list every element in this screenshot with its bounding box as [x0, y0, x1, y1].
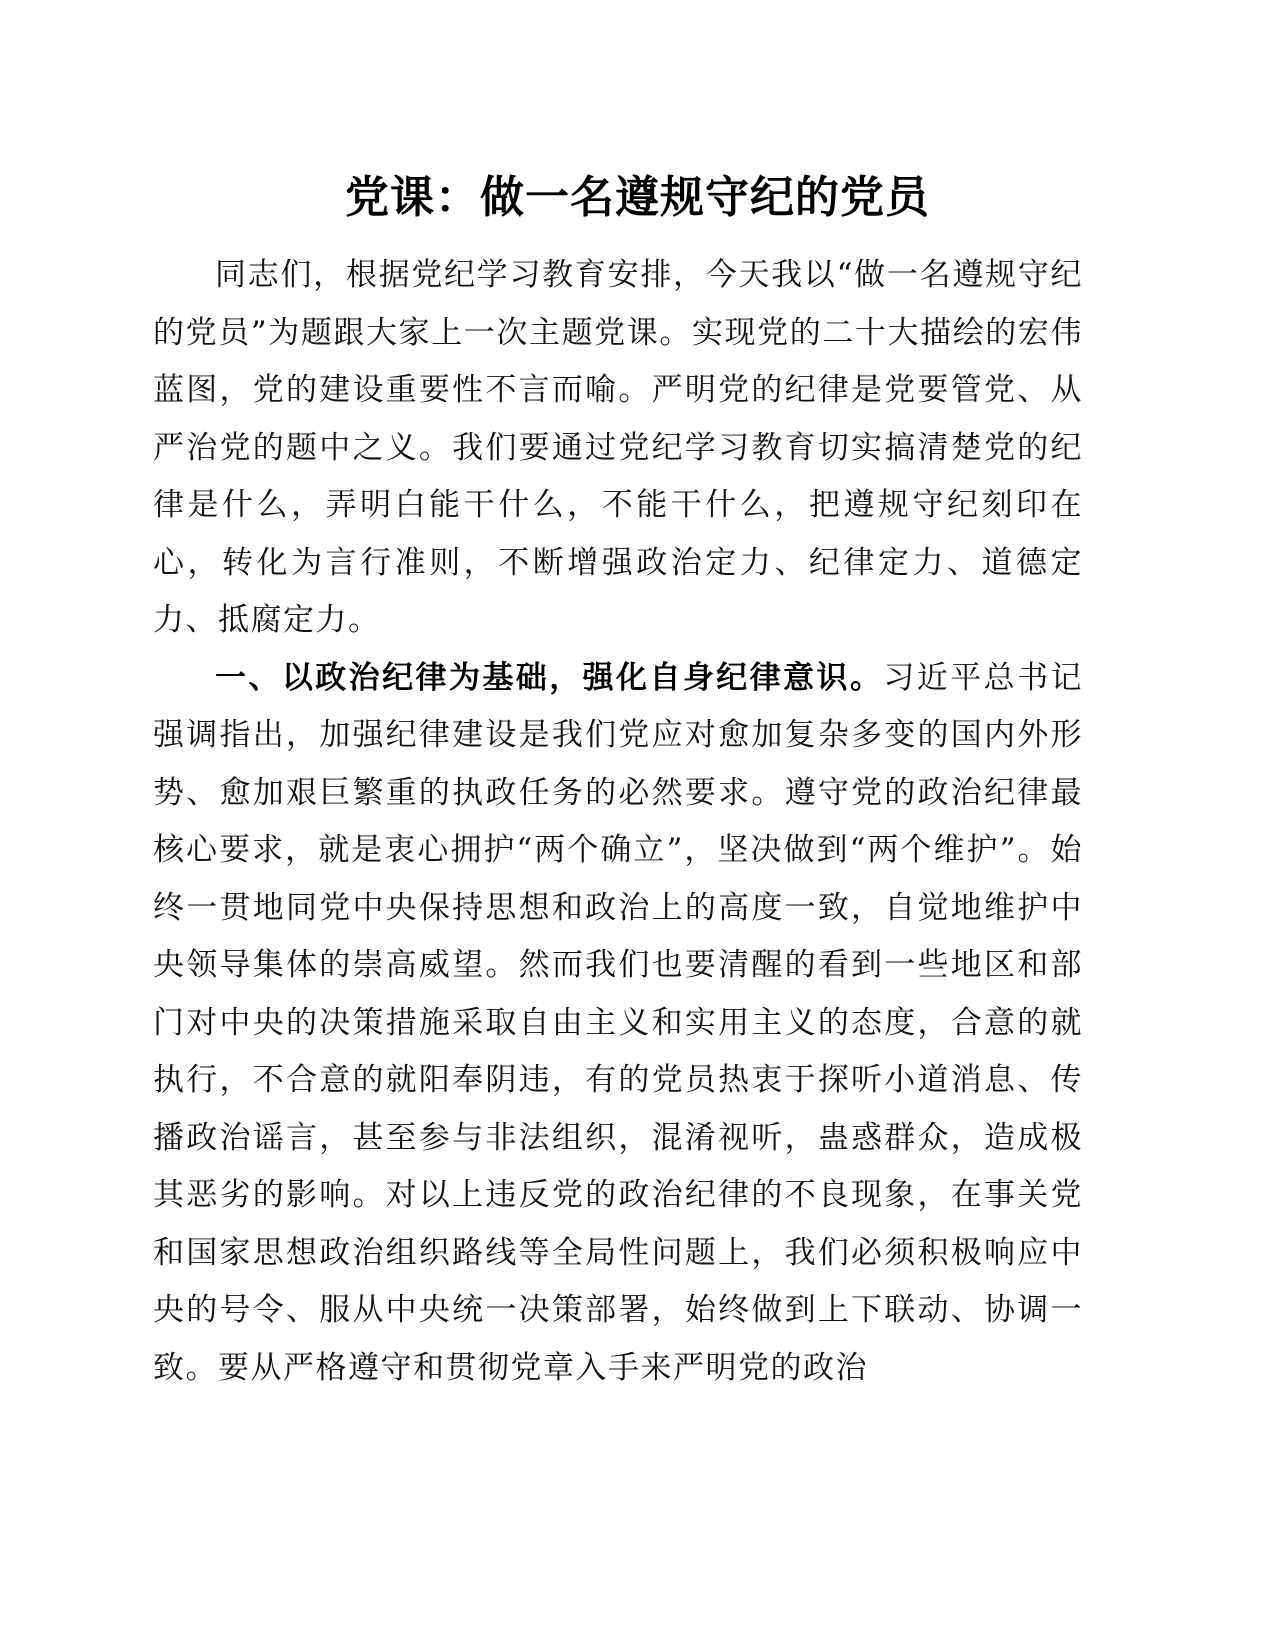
- paragraph-section-one: [153, 650, 1083, 1398]
- document-title: 党课：做一名遵规守纪的党员: [345, 172, 930, 223]
- paragraph-intro: [153, 247, 1083, 650]
- document-body: [153, 247, 1083, 1397]
- paragraph-text: 习近平总书记强调指出，加强纪律建设是我们党应对愈加复杂多变的国内外形势、愈加艰巨繁重的执政任务的必然要求。遵守党的政治纪律最核心要求，就是衷心拥护“两个确立”，坚决做到“两个维护”。始终一贯地同党中央保持思想和政治上的高度一致，自觉地维护中央领导集体的崇高威望。然而我们也要清醒的看到一些地区和部门对中央的决策措施采取自由主义和实用主义的态度，合意的就执行，不合意的就阳奉阴违，有的党员热衷于探听小道消息、传播政治谣言，甚至参与非法组织，混淆视听，蛊惑群众，造成极其恶劣的影响。对以上违反党的政治纪律的不良现象，在事关党和国家思想政治组织路线等全局性问题上，我们必须积极响应中央的号令、服从中央统一决策部署，始终做到上下联动、协调一致。要从严格遵守和贯彻党章入手来严明党的政治: [153, 659, 1084, 1386]
- section-heading: 一、以政治纪律为基础，强化自身纪律意识。: [215, 659, 884, 696]
- paragraph-text: 同志们，根据党纪学习教育安排，今天我以“做一名遵规守纪的党员”为题跟大家上一次主题党课。实现党的二十大描绘的宏伟蓝图，党的建设重要性不言而喻。严明党的纪律是党要管党、从严治党的题中之义。我们要通过党纪学习教育切实搞清楚党的纪律是什么，弄明白能干什么，不能干什么，把遵规守纪刻印在心，转化为言行准则，不断增强政治定力、纪律定力、道德定力、抵腐定力。: [153, 257, 1083, 638]
